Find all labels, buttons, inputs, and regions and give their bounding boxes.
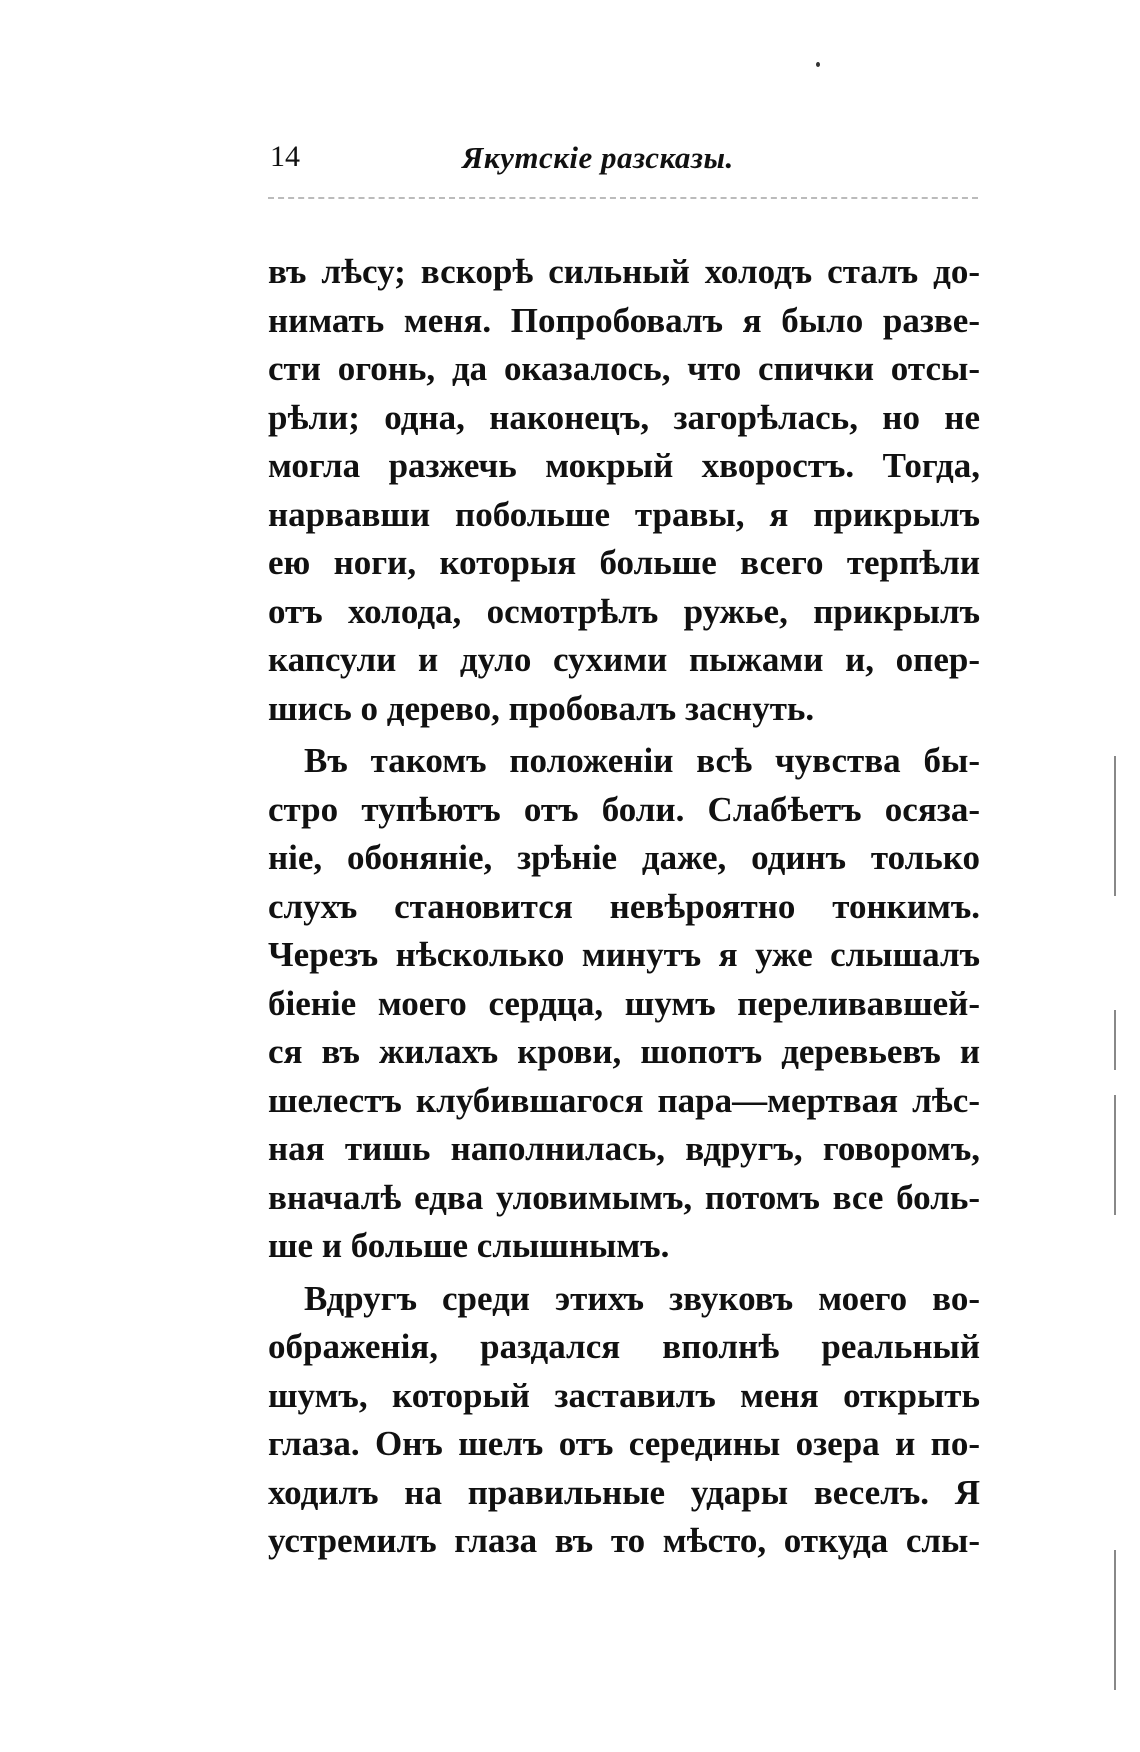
text-line: сти огонь, да оказалось, что спички отсы-: [268, 349, 980, 388]
paragraph: [268, 1275, 980, 1566]
text-line: ся въ жилахъ крови, шопотъ деревьевъ и: [268, 1032, 980, 1071]
body-text: [268, 248, 980, 1566]
text-line: вначалѣ едва уловимымъ, потомъ все боль-: [268, 1177, 980, 1217]
text-line: ная тишь наполнилась, вдругъ, говоромъ,: [268, 1129, 980, 1168]
scan-edge-mark: [1114, 756, 1116, 896]
text-line: Вдругъ среди этихъ звуковъ моего во-: [304, 1278, 980, 1318]
ink-speck: [816, 62, 820, 67]
text-line: въ лѣсу; вскорѣ сильный холодъ сталъ до-: [268, 252, 980, 291]
paragraph: [268, 737, 980, 1271]
text-line: нимать меня. Попробовалъ я было разве-: [268, 300, 980, 340]
text-line: глаза. Онъ шелъ отъ середины озера и по-: [268, 1424, 980, 1463]
text-line: устремилъ глаза въ то мѣсто, откуда слы-: [268, 1521, 980, 1560]
text-line: слухъ становится невѣроятно тонкимъ.: [268, 886, 980, 926]
text-line: нiе, обонянiе, зрѣнiе даже, одинъ только: [268, 838, 980, 877]
text-line: рѣли; одна, наконецъ, загорѣлась, но не: [268, 397, 980, 437]
text-line: шумъ, который заставилъ меня открыть: [268, 1375, 980, 1415]
text-line: нарвавши побольше травы, я прикрылъ: [268, 494, 980, 534]
text-line: шелестъ клубившагося пара—мертвая лѣс-: [268, 1080, 980, 1120]
page-number: 14: [270, 140, 300, 173]
page-header: [270, 140, 970, 190]
scan-edge-mark: [1114, 1095, 1116, 1215]
text-line: шись о дерево, пробовалъ заснуть.: [268, 688, 815, 728]
text-line: ею ноги, которыя больше всего терпѣли: [268, 543, 980, 582]
text-line: ше и больше слышнымъ.: [268, 1226, 670, 1265]
scan-edge-mark: [1114, 1010, 1116, 1070]
paragraph: [268, 248, 980, 733]
text-line: Въ такомъ положенiи всѣ чувства бы-: [304, 741, 980, 780]
text-line: бiенiе моего сердца, шумъ переливавшей-: [268, 983, 980, 1023]
header-rule: [268, 197, 978, 199]
text-line: ображенiя, раздался вполнѣ реальный: [268, 1327, 980, 1366]
text-line: отъ холода, осмотрѣлъ ружье, прикрылъ: [268, 591, 980, 631]
text-line: ходилъ на правильные удары веселъ. Я: [268, 1472, 980, 1512]
text-line: могла разжечь мокрый хворостъ. Тогда,: [268, 446, 980, 485]
text-line: Черезъ нѣсколько минутъ я уже слышалъ: [268, 935, 980, 974]
running-title: Якутскiе разсказы.: [462, 140, 734, 175]
text-line: капсули и дуло сухими пыжами и, опер-: [268, 640, 980, 679]
text-line: стро тупѣютъ отъ боли. Слабѣетъ осяза-: [268, 789, 980, 829]
scan-edge-mark: [1114, 1550, 1116, 1690]
